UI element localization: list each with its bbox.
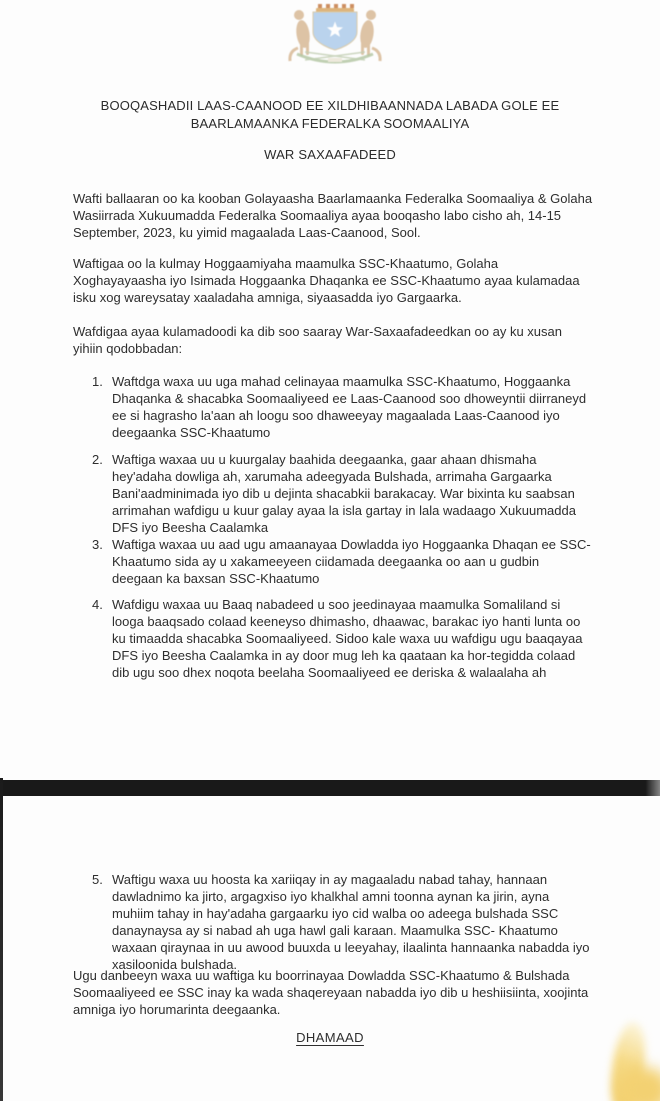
- document-title-line2: BAARLAMAANKA FEDERALKA SOOMAALIYA: [190, 115, 470, 131]
- list-item-number: 1.: [92, 374, 103, 389]
- document-title: [0, 97, 660, 132]
- list-item: [92, 536, 592, 587]
- intro-paragraph-3: Wafdigaa ayaa kulamadoodi ka dib soo saaray War-Saxaafadeedkan oo ay ku xusan yihiin qodobbadan:: [73, 324, 562, 356]
- list-item-text: Wafdigu waxaa uu Baaq nabadeed u soo jeedinayaa maamulka Somaliland si looga baaqsado colaad keeneyso dhimasho, dhaawac, barakac iyo hanti lunta oo ku timaadda shacabka Soomaaliyeed. Sidoo kale waxa uu wafdigu ugu baaqayaa DFS iyo Beesha Caalamka in ay door mug leh ka qaataan ka hor-tegidda colaad dib ugu soo dhex noqota beelaha Soomaaliyeed ee deriska & walaalaha ah: [112, 597, 583, 680]
- scan-artifact-bar: [0, 780, 660, 796]
- list-item-text: Waftiga waxaa uu aad ugu amaanayaa Dowladda iyo Hoggaanka Dhaqan ee SSC-Khaatumo sida ay u xakameeyeen ciidamada deegaanka oo aan u gudbin deegaan ka baxsan SSC-Khaatumo: [112, 537, 591, 586]
- list-item: [92, 596, 592, 681]
- list-item: [92, 871, 592, 973]
- list-item-number: 4.: [92, 597, 103, 612]
- list-item-number: 3.: [92, 537, 103, 552]
- list-item-text: Waftdga waxa uu uga mahad celinayaa maamulka SSC-Khaatumo, Hoggaanka Dhaqanka & shacabka Soomaaliyeed ee Laas-Caanood soo dhoweyntii diirraneyd ee si hagrasho la'aan ah loogu soo dhaweeyay magaalada Laas-Caanood iyo deegaanka SSC-Khaatumo: [112, 374, 587, 440]
- end-of-document-label: DHAMAAD: [296, 1030, 364, 1045]
- list-item-text: Waftiga waxaa uu u kuurgalay baahida deegaanka, gaar ahaan dhismaha hey'adaha dowliga ah, xarumaha adeegyada Bulshada, arrimaha Gargaarka Bani'aadminimada iyo dib u dejinta shacabkii barakacay. War bixinta ku saabsan arrimahan wafdigu u kuur galay ayaa la isla gartay in lala wadaago Xukuumadda DFS iyo Beesha Caalamka: [112, 452, 576, 535]
- somalia-coat-of-arms-icon: [270, 2, 400, 68]
- scan-artifact-left-edge: [0, 778, 3, 1101]
- list-item-number: 2.: [92, 452, 103, 467]
- list-item: [92, 451, 592, 536]
- press-release-label: WAR SAXAAFADEED: [264, 147, 396, 162]
- closing-paragraph: Ugu danbeeyn waxa uu waftiga ku boorrinayaa Dowladda SSC-Khaatumo & Bulshada Soomaaliyeed ee SSC inay ka wada shaqereyaan nabadda iyo dib u heshiisiinta, xoojinta amniga iyo horumarinta deegaanka.: [73, 968, 589, 1017]
- document-title-line1: BOOQASHADII LAAS-CAANOOD EE XILDHIBAANNADA LABADA GOLE EE: [100, 98, 560, 113]
- list-item-number: 5.: [92, 872, 103, 887]
- intro-paragraph-2: Waftigaa oo la kulmay Hoggaamiyaha maamulka SSC-Khaatumo, Golaha Xoghayayaasha iyo Isimada Hoggaanka Dhaqanka ee SSC-Khaatumo ayaa kulamadaa isku xog wareysatay xaaladaha amniga, siyaasadda iyo Gargaarka.: [73, 256, 580, 305]
- intro-paragraph-1: Wafti ballaaran oo ka kooban Golayaasha Baarlamaanka Federalka Soomaaliya & Golaha Wasiirrada Xukuumadda Federalka Soomaaliya ayaa booqasho labo cisho ah, 14-15 September, 2023, ku yimid magaalada Laas-Caanood, Sool.: [73, 191, 593, 240]
- list-item-text: Waftigu waxa uu hoosta ka xariiqay in ay magaaladu nabad tahay, hannaan dawladnimo ka jirto, argagxiso iyo khalkhal amni toonna aynan ka jirin, ayna muhiim tahay in hay'adaha gargaarku iyo cid walba oo adeega bulshada SSC danaynaysa ay si nabad ah uga hawl gali karaan. Maamulka SSC- Khaatumo waxaan qiraynaa in uu awood buuxda u leeyahay, ilaalinta hannaanka nabadda iyo xasiloonida bulshada.: [112, 872, 590, 972]
- list-item: [92, 373, 592, 441]
